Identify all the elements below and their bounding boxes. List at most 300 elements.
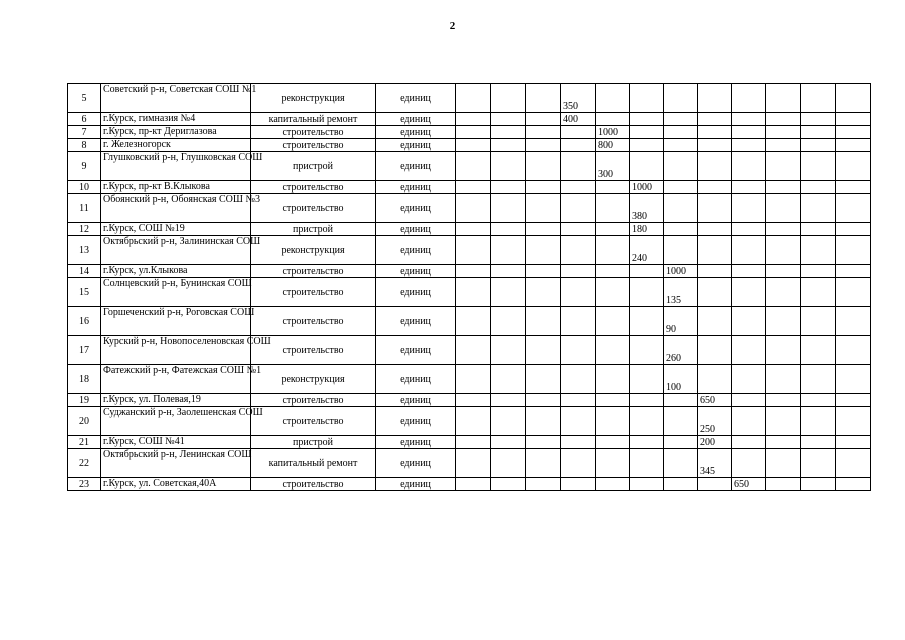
value-cell (456, 181, 491, 194)
unit-cell: единиц (376, 436, 456, 449)
table-row (68, 84, 871, 113)
work-type-cell: строительство (251, 181, 376, 194)
value-cell (836, 181, 871, 194)
value-cell (526, 449, 561, 478)
unit-cell: единиц (376, 139, 456, 152)
unit-cell: единиц (376, 365, 456, 394)
value-cell (526, 265, 561, 278)
value-cell (526, 194, 561, 223)
value-cell (801, 181, 836, 194)
object-name-cell: г.Курск, ул. Полевая,19 (101, 394, 251, 407)
value-cell: 200 (698, 436, 732, 449)
row-number-cell: 6 (68, 113, 101, 126)
table-row (68, 449, 871, 478)
work-type-cell: строительство (251, 126, 376, 139)
value-cell (836, 336, 871, 365)
value-cell (766, 278, 801, 307)
value-cell (836, 236, 871, 265)
value-cell (801, 449, 836, 478)
object-name-cell: г. Железногорск (101, 139, 251, 152)
row-number-cell: 15 (68, 278, 101, 307)
value-cell (596, 394, 630, 407)
unit-cell: единиц (376, 84, 456, 113)
value-cell (698, 307, 732, 336)
value-cell (596, 278, 630, 307)
value-cell (491, 84, 526, 113)
value-cell (561, 181, 596, 194)
value-cell (732, 126, 766, 139)
value-cell (456, 407, 491, 436)
work-type-cell: строительство (251, 265, 376, 278)
value-cell (732, 113, 766, 126)
value-cell (526, 394, 561, 407)
value-cell (561, 139, 596, 152)
value-cell (561, 365, 596, 394)
row-number-cell: 19 (68, 394, 101, 407)
object-name-cell: г.Курск, гимназия №4 (101, 113, 251, 126)
work-type-cell: капитальный ремонт (251, 113, 376, 126)
value-cell (456, 139, 491, 152)
value-cell (561, 194, 596, 223)
value-cell (664, 394, 698, 407)
value-cell (766, 307, 801, 336)
value-cell (836, 223, 871, 236)
table-row (68, 407, 871, 436)
table-row (68, 436, 871, 449)
value-cell (596, 436, 630, 449)
table-row (68, 139, 871, 152)
value-cell (664, 449, 698, 478)
value-cell (561, 436, 596, 449)
value-cell (561, 478, 596, 491)
value-cell (456, 223, 491, 236)
value-cell (526, 152, 561, 181)
table-row (68, 113, 871, 126)
value-cell (630, 278, 664, 307)
value-cell (766, 436, 801, 449)
value-cell (698, 194, 732, 223)
object-name-cell: Солнцевский р-н, Бунинская СОШ (101, 278, 251, 307)
value-cell (732, 365, 766, 394)
value-cell (491, 181, 526, 194)
value-cell (596, 478, 630, 491)
object-name-cell: Глушковский р-н, Глушковская СОШ (101, 152, 251, 181)
row-number-cell: 11 (68, 194, 101, 223)
object-name-cell: г.Курск, ул.Клыкова (101, 265, 251, 278)
value-cell (801, 265, 836, 278)
object-name-cell: Октябрьский р-н, Ленинская СОШ (101, 449, 251, 478)
row-number-cell: 18 (68, 365, 101, 394)
table-row (68, 223, 871, 236)
value-cell (456, 126, 491, 139)
value-cell (801, 336, 836, 365)
value-cell (766, 265, 801, 278)
value-cell (801, 139, 836, 152)
value-cell: 1000 (596, 126, 630, 139)
work-type-cell: строительство (251, 394, 376, 407)
value-cell (732, 394, 766, 407)
value-cell (766, 181, 801, 194)
value-cell (561, 236, 596, 265)
value-cell (526, 478, 561, 491)
value-cell (561, 126, 596, 139)
value-cell (836, 278, 871, 307)
value-cell (664, 181, 698, 194)
unit-cell: единиц (376, 407, 456, 436)
value-cell (766, 478, 801, 491)
value-cell (491, 365, 526, 394)
value-cell (664, 436, 698, 449)
value-cell (561, 223, 596, 236)
unit-cell: единиц (376, 336, 456, 365)
value-cell (561, 278, 596, 307)
value-cell (456, 365, 491, 394)
work-type-cell: пристрой (251, 223, 376, 236)
value-cell (456, 336, 491, 365)
value-cell (630, 449, 664, 478)
work-type-cell: капитальный ремонт (251, 449, 376, 478)
value-cell (491, 394, 526, 407)
value-cell (561, 336, 596, 365)
value-cell (698, 265, 732, 278)
value-cell: 100 (664, 365, 698, 394)
value-cell: 380 (630, 194, 664, 223)
work-type-cell: пристрой (251, 436, 376, 449)
table-row (68, 307, 871, 336)
value-cell (526, 336, 561, 365)
value-cell (456, 449, 491, 478)
value-cell (698, 365, 732, 394)
value-cell (491, 449, 526, 478)
value-cell (561, 449, 596, 478)
value-cell (732, 181, 766, 194)
row-number-cell: 12 (68, 223, 101, 236)
object-name-cell: г.Курск, СОШ №19 (101, 223, 251, 236)
value-cell: 1000 (664, 265, 698, 278)
value-cell (630, 126, 664, 139)
work-type-cell: реконструкция (251, 365, 376, 394)
work-type-cell: реконструкция (251, 236, 376, 265)
value-cell (801, 84, 836, 113)
value-cell (456, 236, 491, 265)
value-cell (766, 449, 801, 478)
value-cell (596, 307, 630, 336)
value-cell (698, 336, 732, 365)
value-cell (801, 436, 836, 449)
value-cell (766, 139, 801, 152)
value-cell (526, 181, 561, 194)
value-cell (766, 84, 801, 113)
value-cell (526, 307, 561, 336)
value-cell (630, 139, 664, 152)
value-cell (698, 478, 732, 491)
value-cell (801, 478, 836, 491)
value-cell (596, 365, 630, 394)
value-cell (732, 236, 766, 265)
value-cell (732, 194, 766, 223)
value-cell: 260 (664, 336, 698, 365)
value-cell (456, 307, 491, 336)
work-type-cell: строительство (251, 336, 376, 365)
value-cell (664, 113, 698, 126)
value-cell (630, 394, 664, 407)
value-cell (801, 223, 836, 236)
value-cell (630, 307, 664, 336)
value-cell (491, 278, 526, 307)
table-row (68, 278, 871, 307)
unit-cell: единиц (376, 236, 456, 265)
value-cell (766, 365, 801, 394)
value-cell (698, 139, 732, 152)
unit-cell: единиц (376, 181, 456, 194)
value-cell (698, 152, 732, 181)
object-name-cell: Фатежский р-н, Фатежская СОШ №1 (101, 365, 251, 394)
table-row (68, 336, 871, 365)
value-cell (526, 139, 561, 152)
value-cell (456, 265, 491, 278)
value-cell (698, 181, 732, 194)
value-cell (491, 436, 526, 449)
row-number-cell: 10 (68, 181, 101, 194)
value-cell (732, 278, 766, 307)
value-cell (456, 436, 491, 449)
value-cell (698, 113, 732, 126)
unit-cell: единиц (376, 194, 456, 223)
value-cell (836, 139, 871, 152)
work-type-cell: строительство (251, 307, 376, 336)
work-type-cell: строительство (251, 478, 376, 491)
value-cell (526, 236, 561, 265)
table-row (68, 236, 871, 265)
row-number-cell: 23 (68, 478, 101, 491)
value-cell (732, 436, 766, 449)
value-cell (766, 223, 801, 236)
value-cell: 650 (698, 394, 732, 407)
value-cell (630, 336, 664, 365)
value-cell: 345 (698, 449, 732, 478)
value-cell (732, 449, 766, 478)
value-cell (836, 394, 871, 407)
value-cell (630, 113, 664, 126)
value-cell (801, 307, 836, 336)
value-cell (630, 265, 664, 278)
value-cell (561, 265, 596, 278)
value-cell (596, 84, 630, 113)
value-cell (732, 307, 766, 336)
value-cell (664, 407, 698, 436)
value-cell (526, 278, 561, 307)
unit-cell: единиц (376, 113, 456, 126)
value-cell (766, 407, 801, 436)
value-cell (766, 126, 801, 139)
value-cell (801, 152, 836, 181)
value-cell (801, 113, 836, 126)
table-row (68, 394, 871, 407)
value-cell (596, 236, 630, 265)
table-row (68, 478, 871, 491)
value-cell (836, 436, 871, 449)
object-name-cell: Советский р-н, Советская СОШ №1 (101, 84, 251, 113)
value-cell (491, 194, 526, 223)
row-number-cell: 17 (68, 336, 101, 365)
value-cell (766, 336, 801, 365)
value-cell (766, 194, 801, 223)
value-cell (561, 394, 596, 407)
table-row (68, 152, 871, 181)
value-cell (836, 407, 871, 436)
value-cell (596, 449, 630, 478)
table-row (68, 126, 871, 139)
value-cell (491, 236, 526, 265)
work-type-cell: пристрой (251, 152, 376, 181)
value-cell (836, 365, 871, 394)
value-cell (801, 278, 836, 307)
value-cell (664, 152, 698, 181)
value-cell (596, 223, 630, 236)
value-cell (596, 181, 630, 194)
value-cell (836, 152, 871, 181)
value-cell (491, 113, 526, 126)
unit-cell: единиц (376, 307, 456, 336)
value-cell: 650 (732, 478, 766, 491)
object-name-cell: г.Курск, пр-кт В.Клыкова (101, 181, 251, 194)
value-cell (596, 113, 630, 126)
value-cell: 300 (596, 152, 630, 181)
table-row (68, 365, 871, 394)
value-cell (456, 278, 491, 307)
value-cell (836, 478, 871, 491)
value-cell (698, 236, 732, 265)
row-number-cell: 13 (68, 236, 101, 265)
value-cell (766, 152, 801, 181)
work-type-cell: строительство (251, 139, 376, 152)
unit-cell: единиц (376, 223, 456, 236)
value-cell (836, 113, 871, 126)
value-cell (836, 307, 871, 336)
object-name-cell: Обоянский р-н, Обоянская СОШ №3 (101, 194, 251, 223)
value-cell: 350 (561, 84, 596, 113)
value-cell (732, 265, 766, 278)
object-name-cell: Курский р-н, Новопоселеновская СОШ (101, 336, 251, 365)
table-body (68, 84, 871, 491)
value-cell (664, 84, 698, 113)
value-cell (491, 407, 526, 436)
value-cell (801, 394, 836, 407)
row-number-cell: 22 (68, 449, 101, 478)
object-name-cell: Горшеченский р-н, Роговская СОШ (101, 307, 251, 336)
value-cell (630, 407, 664, 436)
value-cell (732, 407, 766, 436)
object-name-cell: Октябрьский р-н, Залининская СОШ (101, 236, 251, 265)
value-cell (561, 152, 596, 181)
table-row (68, 265, 871, 278)
value-cell (801, 407, 836, 436)
value-cell (664, 478, 698, 491)
value-cell (456, 113, 491, 126)
object-name-cell: г.Курск, ул. Советская,40А (101, 478, 251, 491)
value-cell: 250 (698, 407, 732, 436)
work-type-cell: строительство (251, 278, 376, 307)
value-cell (630, 365, 664, 394)
value-cell (732, 223, 766, 236)
value-cell (526, 113, 561, 126)
value-cell (630, 152, 664, 181)
unit-cell: единиц (376, 449, 456, 478)
value-cell (698, 278, 732, 307)
row-number-cell: 16 (68, 307, 101, 336)
value-cell (836, 84, 871, 113)
value-cell (456, 394, 491, 407)
value-cell: 240 (630, 236, 664, 265)
value-cell (491, 478, 526, 491)
value-cell: 800 (596, 139, 630, 152)
value-cell (596, 265, 630, 278)
value-cell (526, 84, 561, 113)
value-cell (630, 436, 664, 449)
unit-cell: единиц (376, 278, 456, 307)
value-cell (801, 126, 836, 139)
value-cell (526, 436, 561, 449)
value-cell (664, 139, 698, 152)
value-cell (456, 84, 491, 113)
value-cell (766, 113, 801, 126)
page-number: 2 (449, 20, 456, 32)
value-cell (732, 336, 766, 365)
value-cell (561, 307, 596, 336)
row-number-cell: 7 (68, 126, 101, 139)
work-type-cell: реконструкция (251, 84, 376, 113)
row-number-cell: 20 (68, 407, 101, 436)
value-cell (596, 336, 630, 365)
value-cell (836, 449, 871, 478)
table-row (68, 194, 871, 223)
value-cell (526, 407, 561, 436)
value-cell: 90 (664, 307, 698, 336)
row-number-cell: 9 (68, 152, 101, 181)
unit-cell: единиц (376, 126, 456, 139)
value-cell (491, 307, 526, 336)
value-cell (836, 194, 871, 223)
value-cell (491, 126, 526, 139)
value-cell (491, 223, 526, 236)
value-cell (491, 336, 526, 365)
value-cell (732, 84, 766, 113)
row-number-cell: 5 (68, 84, 101, 113)
value-cell (491, 152, 526, 181)
row-number-cell: 8 (68, 139, 101, 152)
value-cell (596, 194, 630, 223)
value-cell (698, 223, 732, 236)
value-cell (456, 194, 491, 223)
value-cell (801, 194, 836, 223)
object-name-cell: Суджанский р-н, Заолешенская СОШ (101, 407, 251, 436)
value-cell (836, 126, 871, 139)
value-cell (456, 478, 491, 491)
value-cell (526, 126, 561, 139)
facilities-table (67, 83, 871, 491)
value-cell: 400 (561, 113, 596, 126)
value-cell: 180 (630, 223, 664, 236)
unit-cell: единиц (376, 394, 456, 407)
value-cell (664, 236, 698, 265)
value-cell (732, 152, 766, 181)
value-cell (698, 126, 732, 139)
value-cell (664, 194, 698, 223)
value-cell (491, 265, 526, 278)
table-row (68, 181, 871, 194)
value-cell (596, 407, 630, 436)
value-cell (766, 236, 801, 265)
